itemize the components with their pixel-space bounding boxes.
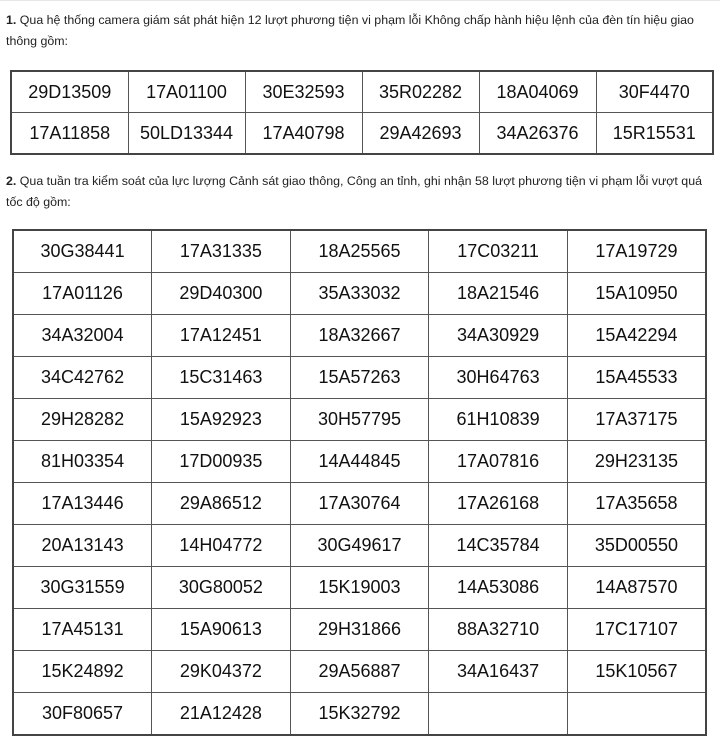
plate-cell: 17C03211 — [429, 230, 568, 273]
plate-cell: 15A10950 — [567, 273, 706, 315]
plate-cell: 30H64763 — [429, 357, 568, 399]
plate-cell: 15A42294 — [567, 315, 706, 357]
plate-cell: 14A87570 — [567, 567, 706, 609]
section-2-text — [6, 171, 714, 213]
plate-cell: 34C42762 — [13, 357, 152, 399]
plate-cell: 15K19003 — [290, 567, 429, 609]
plate-cell: 35R02282 — [362, 71, 479, 113]
plate-cell: 17A35658 — [567, 483, 706, 525]
table-row — [13, 483, 706, 525]
plate-cell: 17A40798 — [245, 113, 362, 155]
plate-cell: 14H04772 — [152, 525, 291, 567]
section-2-body: Qua tuần tra kiểm soát của lực lượng Cảnh sát giao thông, Công an tỉnh, ghi nhận 58 lượt phương tiện vi phạm lỗi vượt quá tốc độ gồm: — [6, 174, 702, 209]
plate-cell: 30G38441 — [13, 230, 152, 273]
plate-cell: 34A26376 — [479, 113, 596, 155]
plate-cell: 18A04069 — [479, 71, 596, 113]
plate-cell: 29D40300 — [152, 273, 291, 315]
plate-cell: 15R15531 — [596, 113, 713, 155]
plate-cell: 88A32710 — [429, 609, 568, 651]
section-1-text — [6, 10, 714, 52]
plate-cell: 17A01126 — [13, 273, 152, 315]
plate-cell: 30G80052 — [152, 567, 291, 609]
section-1-body: Qua hệ thống camera giám sát phát hiện 12 lượt phương tiện vi phạm lỗi Không chấp hành hiệu lệnh của đèn tín hiệu giao thông gồm: — [6, 13, 694, 48]
section-1-number: 1. — [6, 13, 17, 27]
plate-cell: 30F80657 — [13, 693, 152, 736]
plate-cell: 15K32792 — [290, 693, 429, 736]
plate-cell: 35D00550 — [567, 525, 706, 567]
plate-cell: 29D13509 — [11, 71, 128, 113]
plate-cell: 30G49617 — [290, 525, 429, 567]
plate-cell: 29H31866 — [290, 609, 429, 651]
plate-cell: 17A37175 — [567, 399, 706, 441]
table-row — [13, 693, 706, 736]
plate-cell: 18A25565 — [290, 230, 429, 273]
plate-cell: 17A30764 — [290, 483, 429, 525]
plate-cell: 29H28282 — [13, 399, 152, 441]
plate-cell: 35A33032 — [290, 273, 429, 315]
plate-cell: 17A13446 — [13, 483, 152, 525]
speeding-violations-table — [12, 229, 707, 736]
plate-cell: 29K04372 — [152, 651, 291, 693]
plate-cell: 17A26168 — [429, 483, 568, 525]
plate-cell: 17A11858 — [11, 113, 128, 155]
plate-cell: 34A16437 — [429, 651, 568, 693]
plate-cell: 18A32667 — [290, 315, 429, 357]
plate-cell: 14A53086 — [429, 567, 568, 609]
plate-cell — [567, 693, 706, 736]
plate-cell: 29A86512 — [152, 483, 291, 525]
plate-cell: 29A56887 — [290, 651, 429, 693]
plate-cell — [429, 693, 568, 736]
plate-cell: 15C31463 — [152, 357, 291, 399]
section-2-number: 2. — [6, 174, 17, 188]
table-row — [13, 525, 706, 567]
table-row — [11, 71, 713, 113]
table-row — [13, 357, 706, 399]
plate-cell: 50LD13344 — [128, 113, 245, 155]
plate-cell: 30H57795 — [290, 399, 429, 441]
table-row — [13, 230, 706, 273]
table-row — [13, 609, 706, 651]
plate-cell: 29H23135 — [567, 441, 706, 483]
plate-cell: 17A31335 — [152, 230, 291, 273]
plate-cell: 29A42693 — [362, 113, 479, 155]
plate-cell: 30G31559 — [13, 567, 152, 609]
plate-cell: 17A01100 — [128, 71, 245, 113]
table-row — [13, 315, 706, 357]
plate-cell: 17C17107 — [567, 609, 706, 651]
plate-cell: 34A30929 — [429, 315, 568, 357]
plate-cell: 14A44845 — [290, 441, 429, 483]
plate-cell: 15A45533 — [567, 357, 706, 399]
plate-cell: 81H03354 — [13, 441, 152, 483]
plate-cell: 34A32004 — [13, 315, 152, 357]
plate-cell: 15A90613 — [152, 609, 291, 651]
plate-cell: 17A07816 — [429, 441, 568, 483]
plate-cell: 21A12428 — [152, 693, 291, 736]
plate-cell: 17A19729 — [567, 230, 706, 273]
camera-violations-table — [10, 70, 714, 155]
plate-cell: 20A13143 — [13, 525, 152, 567]
plate-cell: 15K24892 — [13, 651, 152, 693]
table-row — [13, 441, 706, 483]
plate-cell: 15K10567 — [567, 651, 706, 693]
plate-cell: 17D00935 — [152, 441, 291, 483]
table-row — [13, 273, 706, 315]
plate-cell: 14C35784 — [429, 525, 568, 567]
plate-cell: 30F4470 — [596, 71, 713, 113]
plate-cell: 17A45131 — [13, 609, 152, 651]
plate-cell: 15A57263 — [290, 357, 429, 399]
plate-cell: 15A92923 — [152, 399, 291, 441]
plate-cell: 17A12451 — [152, 315, 291, 357]
table-row — [13, 651, 706, 693]
table-row — [13, 399, 706, 441]
plate-cell: 18A21546 — [429, 273, 568, 315]
plate-cell: 61H10839 — [429, 399, 568, 441]
plate-cell: 30E32593 — [245, 71, 362, 113]
table-row — [13, 567, 706, 609]
table-row — [11, 113, 713, 155]
